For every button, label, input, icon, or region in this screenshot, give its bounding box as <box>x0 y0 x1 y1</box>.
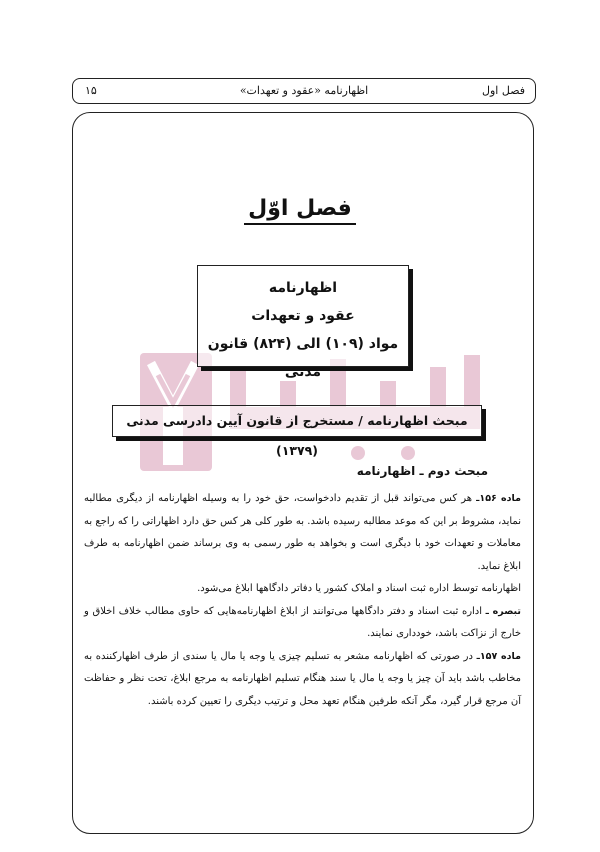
section-box: مبحث اظهارنامه / مستخرج از قانون آیین دادرسی مدنی (۱۳۷۹) <box>112 405 482 437</box>
chapter-title-text: فصل اوّل <box>244 196 356 225</box>
paragraph <box>84 488 521 578</box>
paragraph-text: هر کس می‌تواند قبل از تقدیم دادخواست، حق خود را به وسیله اظهارنامه از دیگری مطالبه نماید، مشروط بر این که موعد مطالبه رسیده باشد. به طور کلی هر کس حق دارد اظهاراتی را که راجع به معاملات و تعهدات خود با دیگری است و بخواهد به طور رسمی به وی برساند ضمن اظهارنامه به طرف ابلاغ نماید. <box>84 493 521 572</box>
article-label: ماده ۱۵۶ـ <box>476 493 521 504</box>
title-box <box>197 265 409 380</box>
chapter-title <box>0 196 600 221</box>
paragraph-text: اداره ثبت اسناد و دفتر دادگاهها می‌توانند از ابلاغ اظهارنامه‌هایی که حاوی مطالب خلاف اخلاق و خارج از نزاکت باشد، خودداری نمایند. <box>84 605 521 639</box>
paragraph <box>84 646 521 714</box>
paragraph-text: در صورتی که اظهارنامه مشعر به تسلیم چیزی یا وجه یا مال یا سندی از طرف اظهارکننده به مخاطب باشد باید آن چیز یا وجه یا مال یا سند هنگام تسلیم اظهارنامه به مرجع ابلاغ، تحت نظر و حفاظت آن مرجع قرار گیرد، مگر آنکه طرفین هنگام تعهد محل و ترتیب دیگری را تعیین کرده باشند. <box>84 650 521 707</box>
body-text <box>84 488 521 713</box>
paragraph <box>84 601 521 646</box>
title-line-1: اظهارنامه <box>268 280 338 296</box>
subheading: مبحث دوم ـ اظهارنامه <box>356 464 488 478</box>
running-header <box>72 78 536 104</box>
article-label: ماده ۱۵۷ـ <box>476 650 521 662</box>
note-label: تبصره ـ <box>485 605 521 617</box>
header-chapter: فصل اول <box>482 84 525 97</box>
page-number: ۱۵ <box>85 84 97 97</box>
header-title: اظهارنامه «عقود و تعهدات» <box>239 84 369 97</box>
paragraph <box>84 578 521 601</box>
title-line-2: عقود و تعهدات <box>251 308 355 324</box>
paragraph-text: اظهارنامه توسط اداره ثبت اسناد و املاک کشور یا دفاتر دادگاهها ابلاغ می‌شود. <box>197 583 521 594</box>
title-line-3: مواد (۱۰۹) الی (۸۲۴) قانون مدنی <box>207 336 399 380</box>
